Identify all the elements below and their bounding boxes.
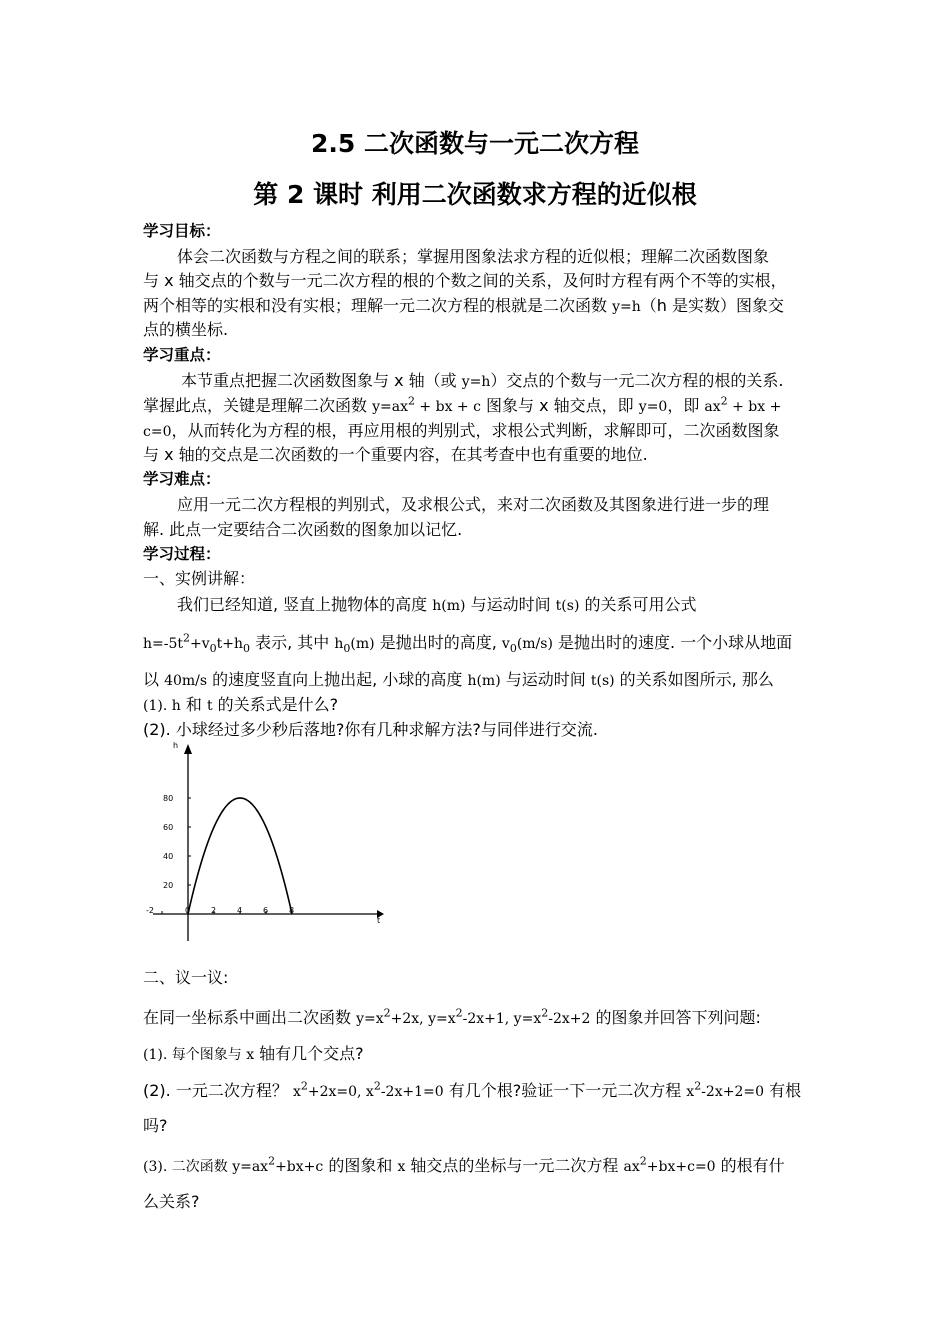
key-line-4: 与 x 轴的交点是二次函数的一个重要内容，在其考查中也有重要的地位. (143, 445, 648, 464)
difficulty-heading: 学习难点： (143, 470, 221, 488)
x-tick-label: 4 (237, 906, 243, 915)
key-line-3: c=0，从而转化为方程的根，再应用根的判别式，求根公式判断，求解即可，二次函数图象 (143, 421, 780, 440)
goal-line-2: 与 x 轴交点的个数与一元二次方程的根的个数之间的关系，及何时方程有两个不等的实根， (143, 271, 787, 290)
y-tick-label: 60 (163, 823, 174, 832)
discuss-question-2-cont: 吗? (143, 1116, 168, 1135)
y-tick-label: 80 (163, 794, 174, 803)
x-tick-label: 0 (185, 906, 191, 915)
discuss-question-3-cont: 么关系? (143, 1192, 200, 1211)
question-2: (2). 小球经过多少秒后落地?你有几种求解方法?与同伴进行交流. (143, 720, 598, 739)
y-tick-label: 20 (163, 881, 174, 890)
section-1-heading: 一、实例讲解： (143, 569, 256, 588)
goal-line-1: 体会二次函数与方程之间的联系；掌握用图象法求方程的近似根；理解二次函数图象 (177, 247, 770, 266)
x-tick-label: 2 (211, 906, 217, 915)
page-title: 2.5 二次函数与一元二次方程 (311, 129, 639, 158)
key-line-2: 掌握此点，关键是理解二次函数 $y=ax^2$ + bx + c 图象与 x 轴交点，即 y=0，即 $ax^2$ + bx + (143, 394, 782, 415)
x-axis-label: t (377, 916, 381, 925)
goal-line-3: 两个相等的实根和没有实根；理解一元二次方程的根就是二次函数 y=h（h 是实数）图象交 (143, 296, 784, 315)
discuss-question-2: (2). 一元二次方程？ $x^2+2x=0$, $x^2-2x+1=0$ 有几个根?验证一下一元二次方程 $x^2-2x+2=0$ 有根 (143, 1079, 802, 1100)
example-line-3: 以 40m/s 的速度竖直向上抛出起, 小球的高度 h(m) 与运动时间 t(s) 的关系如图所示, 那么 (143, 670, 774, 689)
process-heading: 学习过程： (143, 545, 221, 563)
goal-heading: 学习目标： (143, 222, 221, 240)
section-2-heading: 二、议一议: (143, 968, 229, 987)
x-tick-label: -2 (146, 906, 154, 915)
discuss-question-1: (1). 每个图象与 x 轴有几个交点? (143, 1044, 364, 1063)
goal-line-4: 点的横坐标. (143, 320, 229, 339)
key-line-1: 本节重点把握二次函数图象与 x 轴（或 y=h）交点的个数与一元二次方程的根的关系. (181, 371, 784, 390)
difficulty-line-1: 应用一元二次方程根的判别式，及求根公式，来对二次函数及其图象进行进一步的理 (177, 495, 770, 514)
difficulty-line-2: 解. 此点一定要结合二次函数的图象加以记忆. (143, 520, 463, 539)
discuss-line-1: 在同一坐标系中画出二次函数 $y=x^2+2x$, $y=x^2-2x+1$, $y=x^2-2x+2$ 的图象并回答下列问题: (143, 1006, 761, 1027)
question-1: (1). h 和 t 的关系式是什么? (143, 695, 339, 714)
key-heading: 学习重点： (143, 346, 221, 364)
y-axis-arrow (184, 744, 192, 754)
graph-ticks (146, 794, 294, 915)
example-line-1: 我们已经知道, 竖直上抛物体的高度 h(m) 与运动时间 t(s) 的关系可用公式 (177, 595, 697, 614)
y-axis-label: h (173, 741, 179, 750)
parabola-curve (188, 798, 295, 915)
y-tick-label: 40 (163, 852, 174, 861)
discuss-question-3: (3). 二次函数 $y=ax^2+bx+c$ 的图象和 x 轴交点的坐标与一元二次方程 $ax^2+bx+c=0$ 的根有什 (143, 1154, 785, 1175)
example-line-2: $h=-5t^2+v_0t+h_0$ 表示, 其中 $h_0(m)$ 是抛出时的高度, $v_0(m/s)$ 是抛出时的速度. 一个小球从地面 (143, 631, 793, 656)
x-tick-label: 6 (263, 906, 269, 915)
page-subtitle: 第 2 课时 利用二次函数求方程的近似根 (253, 180, 697, 209)
height-time-graph (145, 738, 390, 948)
x-tick-label: 8 (289, 906, 295, 915)
